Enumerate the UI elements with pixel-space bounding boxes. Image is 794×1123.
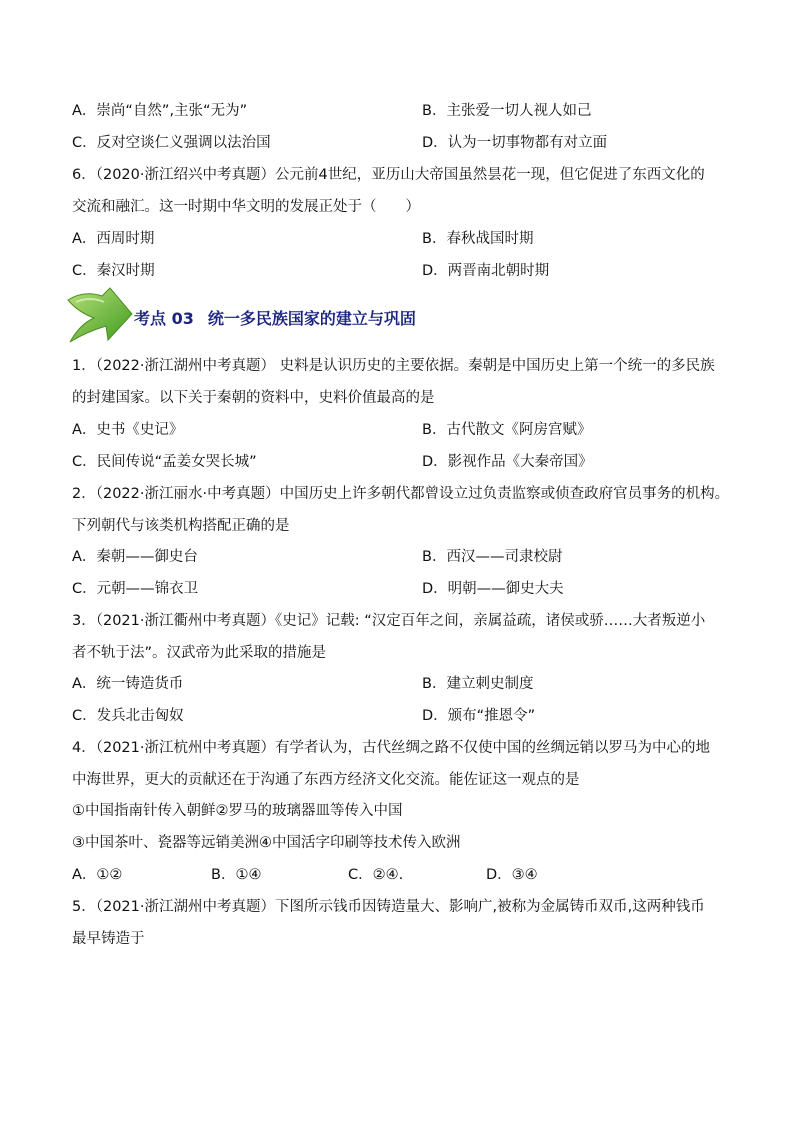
- option-b: B．春秋战国时期: [422, 231, 534, 247]
- option-row: [72, 452, 593, 472]
- option-b: B．古代散文《阿房宫赋》: [422, 422, 592, 438]
- question-3-text: 3．（2021·浙江衢州中考真题）《史记》记载: “汉定百年之间，亲属益疏，诸侯或骄……大者叛逆小: [72, 613, 706, 629]
- section-number: 考点 03: [134, 309, 194, 328]
- option-row: [72, 547, 563, 567]
- option-row: [72, 133, 608, 153]
- option-a: A．统一铸造货币: [72, 676, 184, 692]
- option-c: C．秦汉时期: [72, 263, 155, 279]
- question-1-text-cont: 的封建国家。以下关于秦朝的资料中，史料价值最高的是: [72, 390, 435, 406]
- option-a: A．崇尚“自然”,主张“无为”: [72, 103, 248, 119]
- question-4-text-cont: 中海世界，更大的贡献还在于沟通了东西方经济文化交流。能佐证这一观点的是: [72, 772, 580, 788]
- option-d: D．两晋南北朝时期: [422, 263, 550, 279]
- option-d: D．颁布“推恩令”: [422, 708, 536, 724]
- question-3-text-cont: 者不轨于法”。汉武帝为此采取的措施是: [72, 645, 327, 661]
- question-6-text-cont: 交流和融汇。这一时期中华文明的发展正处于（ ）: [72, 199, 420, 215]
- option-a: A．秦朝——御史台: [72, 549, 198, 565]
- option-a: A．西周时期: [72, 231, 155, 247]
- option-c: C．②④.: [348, 867, 404, 883]
- option-b: B．西汉——司隶校尉: [422, 549, 563, 565]
- question-5-text-cont: 最早铸造于: [72, 931, 145, 947]
- section-header: [62, 286, 562, 346]
- option-row: [72, 674, 534, 694]
- option-b: B．①④: [211, 867, 262, 883]
- option-row: [72, 865, 538, 885]
- option-a: A．史书《史记》: [72, 422, 184, 438]
- option-c: C．发兵北击匈奴: [72, 708, 184, 724]
- option-d: D．明朝——御史大夫: [422, 581, 564, 597]
- option-b: B．主张爱一切人视人如己: [422, 103, 592, 119]
- option-row: [72, 420, 592, 440]
- section-title: [134, 306, 416, 329]
- question-1-text: 1．（2022·浙江湖州中考真题） 史料是认识历史的主要依据。秦朝是中国历史上第一个统一的多民族: [72, 358, 715, 374]
- question-2-text-cont: 下列朝代与该类机构搭配正确的是: [72, 518, 290, 534]
- option-d: D．影视作品《大秦帝国》: [422, 454, 593, 470]
- question-6-text: 6．（2020·浙江绍兴中考真题）公元前4世纪，亚历山大帝国虽然昙花一现，但它促进了东西文化的: [72, 167, 705, 183]
- option-b: B．建立刺史制度: [422, 676, 534, 692]
- section-name: 统一多民族国家的建立与巩固: [207, 309, 416, 328]
- option-c: C．反对空谈仁义强调以法治国: [72, 135, 271, 151]
- option-row: [72, 706, 536, 726]
- question-5-text: 5．（2021·浙江湖州中考真题）下图所示钱币因铸造量大、影响广,被称为金属铸币双币,这两种钱币: [72, 899, 705, 915]
- question-4-text: 4．（2021·浙江杭州中考真题）有学者认为，古代丝绸之路不仅使中国的丝绸远销以罗马为中心的地: [72, 740, 710, 756]
- option-row: [72, 229, 534, 249]
- option-row: [72, 261, 550, 281]
- question-4-statements-2: ③中国茶叶、瓷器等远销美洲④中国活字印刷等技术传入欧洲: [72, 835, 461, 851]
- option-a: A．①②: [72, 867, 123, 883]
- question-4-statements-1: ①中国指南针传入朝鲜②罗马的玻璃器皿等传入中国: [72, 803, 403, 819]
- option-c: C．民间传说“孟姜女哭长城”: [72, 454, 257, 470]
- question-2-text: 2．（2022·浙江丽水·中考真题）中国历史上许多朝代都曾设立过负责监察或侦查政府官员事务的机构。: [72, 486, 730, 502]
- option-row: [72, 101, 592, 121]
- option-d: D．③④: [486, 867, 538, 883]
- option-d: D．认为一切事物都有对立面: [422, 135, 608, 151]
- option-row: [72, 579, 564, 599]
- option-c: C．元朝——锦衣卫: [72, 581, 199, 597]
